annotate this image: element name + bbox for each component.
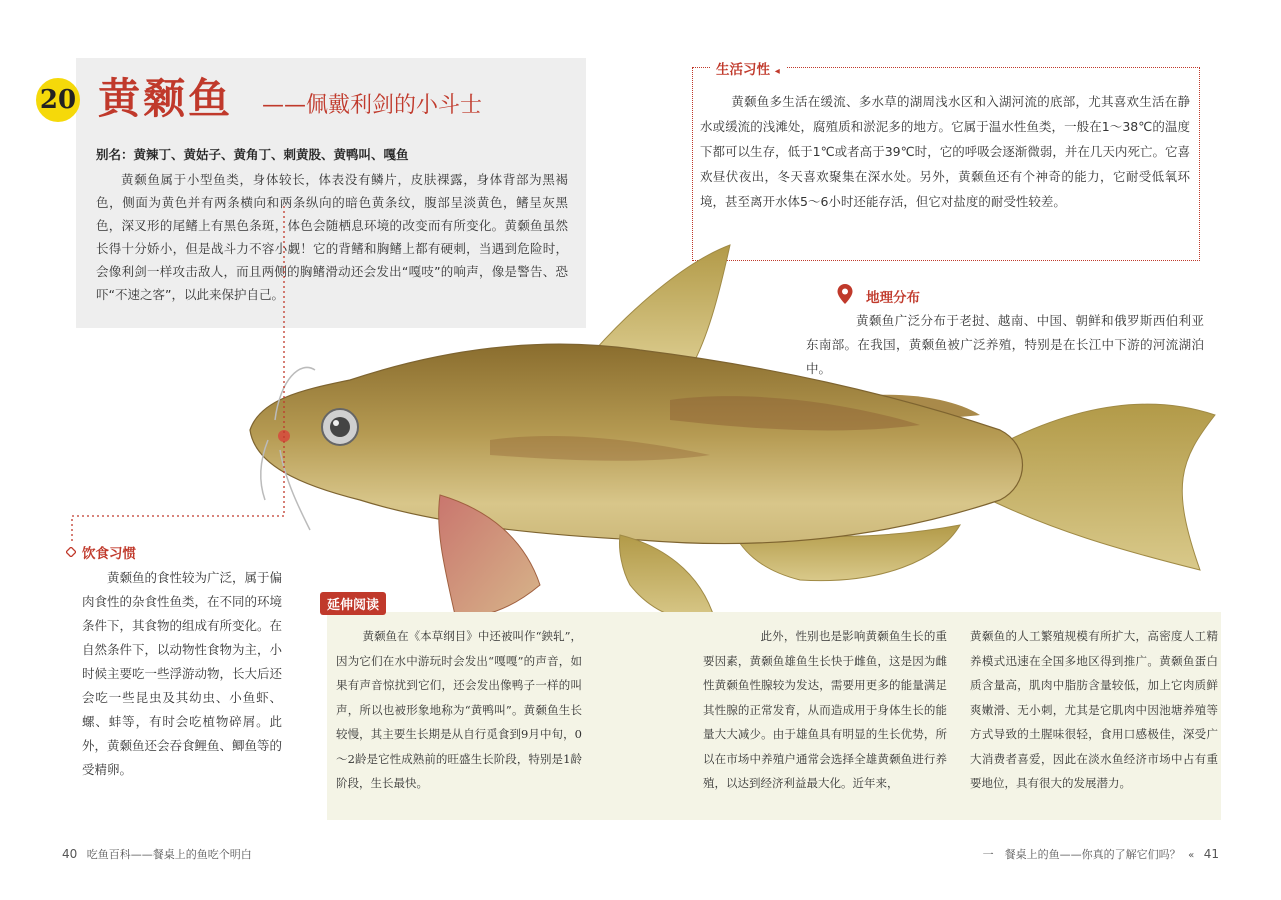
double-chevron-left-icon: «	[1188, 850, 1195, 861]
chapter-number-badge: 20	[36, 78, 80, 122]
extended-column-3: 黄颡鱼的人工繁殖规模有所扩大，高密度人工精养模式迅速在全国多地区得到推广。黄颡鱼蛋白质含量高，肌肉中脂肪含量较低，加上它肉质鲜爽嫩滑、无小刺，尤其是它肌肉中因池塘养殖等方式导致的土腥味很轻，食用口感极佳，深受广大消费者喜爱，因此在淡水鱼经济市场中占有重要地位，具有很大的发展潜力。	[970, 629, 1218, 790]
pelvic-fin	[619, 535, 715, 621]
page-number-right: 41	[1203, 847, 1219, 861]
habits-heading-label: 生活习性	[716, 62, 770, 78]
dorsal-fin	[595, 245, 730, 360]
page-subtitle: ——佩戴利剑的小斗士	[262, 93, 483, 118]
intro-paragraph: 黄颡鱼属于小型鱼类，身体较长，体表没有鳞片，皮肤裸露，身体背部为黑褐色，侧面为黄色并有两条横向和两条纵向的暗色黄条纹，腹部呈淡黄色，鳍呈灰黑色，深叉形的尾鳍上有黑色条斑，体色会随栖息环境的改变而有所变化。黄颡鱼虽然长得十分娇小，但是战斗力不容小觑！它的背鳍和胸鳍上都有硬刺，当遇到危险时，会像利剑一样攻击敌人，而且两侧的胸鳍滑动还会发出“嘎吱”的响声，像是警告、恐吓“不速之客”，以此来保护自己。	[96, 172, 568, 302]
diamond-bullet-icon	[66, 547, 76, 557]
extended-column-1: 黄颡鱼在《本草纲目》中还被叫作“鉠轧”，因为它们在水中游玩时会发出“嘎嘎”的声音，如果有声音惊扰到它们，还会发出像鸭子一样的叫声，所以也被形象地称为“黄鸭叫”。黄颡鱼生长较慢，其主要生长期是从自行觅食到9月中旬，0～2龄是它性成熟前的旺盛生长阶段，特别是1龄阶段，生长最快。	[336, 629, 582, 790]
page-number-left: 40	[62, 847, 78, 861]
extended-column-2: 此外，性别也是影响黄颡鱼生长的重要因素，黄颡鱼雄鱼生长快于雌鱼，这是因为雌性黄颡鱼性腺较为发达，需要用更多的能量满足其性腺的正常发育，从而造成用于身体生长的能量大大减少。由于雄鱼具有明显的生长优势，所以在市场中养殖户通常会选择全雄黄颡鱼进行养殖，以达到经济利益最大化。近年来，	[703, 629, 947, 790]
extended-reading-tag: 延伸阅读	[320, 592, 386, 615]
footer-right	[983, 846, 1219, 862]
feeding-heading: 饮食习惯	[82, 546, 136, 562]
feeding-paragraph: 黄颡鱼的食性较为广泛，属于偏肉食性的杂食性鱼类，在不同的环境条件下，其食物的组成有所变化。在自然条件下，以动物性食物为主，小时候主要吃一些浮游动物，长大后还会吃一些昆虫及其幼虫、小鱼虾、螺、蚌等，有时会吃植物碎屑。此外，黄颡鱼还会吞食鲤鱼、鲫鱼等的受精卵。	[82, 570, 283, 777]
geography-paragraph: 黄颡鱼广泛分布于老挝、越南、中国、朝鲜和俄罗斯西伯利亚东南部。在我国，黄颡鱼被广泛养殖，特别是在长江中下游的河流湖泊中。	[806, 313, 1204, 376]
catfish-illustration	[240, 240, 1220, 630]
feeding-leader-line	[70, 196, 300, 556]
alias-line: 别名：黄辣丁、黄姑子、黄角丁、刺黄股、黄鸭叫、嘎鱼	[96, 147, 409, 162]
footer-left	[62, 846, 252, 862]
arrow-left-icon: ◂	[774, 66, 780, 77]
geography-heading: 地理分布	[866, 290, 920, 306]
page-title: 黄颡鱼	[98, 74, 234, 123]
chapter-title-footer: 一 餐桌上的鱼——你真的了解它们吗？	[982, 848, 1181, 861]
habits-heading	[710, 58, 786, 78]
book-title-footer: 吃鱼百科——餐桌上的鱼吃个明白	[86, 848, 252, 861]
habits-paragraph: 黄颡鱼多生活在缓流、多水草的湖周浅水区和入湖河流的底部，尤其喜欢生活在静水或缓流的浅滩处，腐殖质和淤泥多的地方。它属于温水性鱼类，一般在1～38℃的温度下都可以生存，低于1℃或者高于39℃时，它的呼吸会逐渐微弱，并在几天内死亡。它喜欢昼伏夜出，冬天喜欢聚集在深水处。另外，黄颡鱼还有个神奇的能力，它耐受低氧环境，甚至离开水体5～6小时还能存活，但它对盐度的耐受性较差。	[700, 94, 1190, 209]
